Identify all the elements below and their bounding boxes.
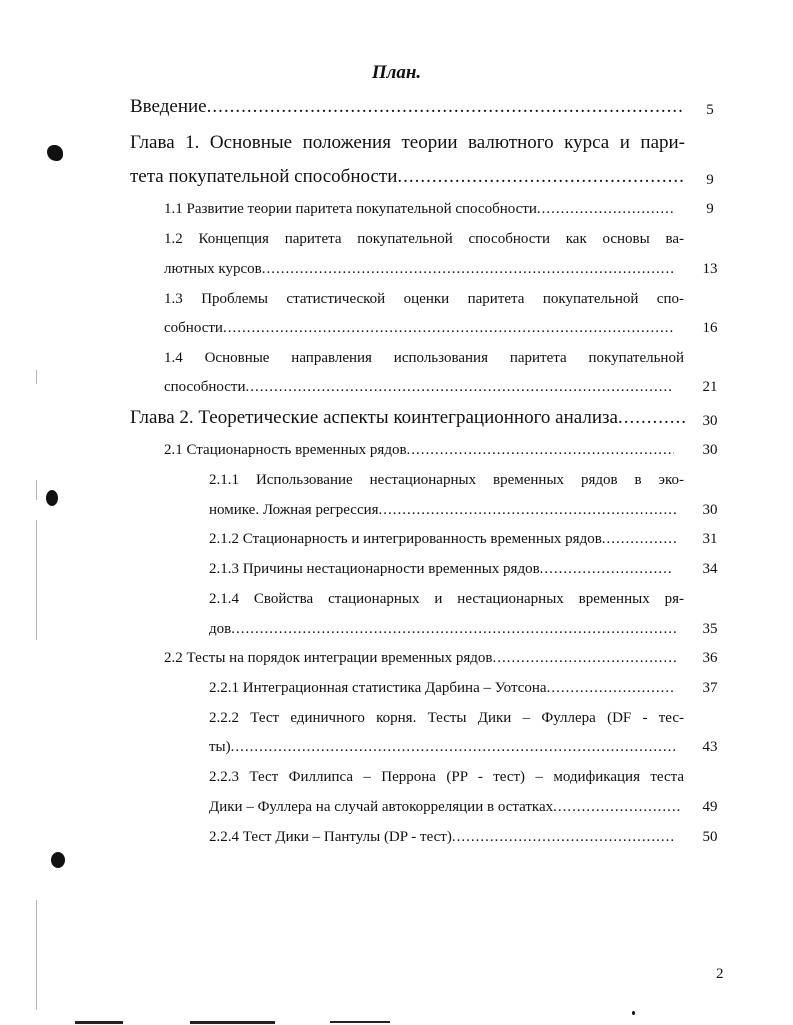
toc-page-number: 5 <box>706 102 714 118</box>
toc-entry-text: Введение <box>130 96 207 117</box>
toc-entry-text-line1: 1.4 Основные направления использования паритета покупательной <box>164 350 684 366</box>
toc-entry-text-line1: 1.2 Концепция паритета покупательной способности как основы ва- <box>164 231 684 247</box>
toc-entry-1-4 <box>164 343 684 373</box>
page-number: 2 <box>716 966 724 982</box>
scan-edge-line <box>36 520 37 640</box>
toc-page-number: 30 <box>702 442 718 458</box>
toc-page-number: 31 <box>702 531 718 547</box>
toc-entry-introduction <box>130 92 685 122</box>
toc-entry-2-2-1 <box>209 673 676 703</box>
toc-page-number: 30 <box>702 413 718 429</box>
toc-page-number: 34 <box>702 561 718 577</box>
toc-page-number: 37 <box>702 680 718 696</box>
toc-page-number: 50 <box>702 829 718 845</box>
toc-entry-2-1-1 <box>209 465 684 495</box>
scan-hole-mark <box>51 852 65 868</box>
toc-entry-text: Дики – Фуллера на случай автокорреляции в остатках <box>209 799 554 815</box>
toc-entry-2-2-3 <box>209 762 684 792</box>
toc-entry-1-4-cont <box>164 372 674 402</box>
toc-entry-2-2-4 <box>209 822 676 852</box>
toc-dot-leader <box>246 372 675 402</box>
scan-bottom-bar <box>190 1021 275 1024</box>
toc-entry-text-line1: 2.1.4 Свойства стационарных и нестационарных временных ря- <box>209 591 684 607</box>
toc-dot-leader <box>379 495 676 525</box>
scan-hole-mark <box>46 490 58 506</box>
toc-entry-text-line1: 1.3 Проблемы статистической оценки паритета покупательной спо- <box>164 291 684 307</box>
toc-entry-text: 2.1.2 Стационарность и интегрированность временных рядов <box>209 531 602 547</box>
scan-dot-mark <box>632 1011 635 1015</box>
toc-entry-chapter-1 <box>130 128 685 158</box>
toc-page-number: 49 <box>702 799 718 815</box>
toc-entry-chapter-2 <box>130 403 686 433</box>
toc-entry-1-3-cont <box>164 313 674 343</box>
toc-entry-text: дов <box>209 621 232 637</box>
scan-hole-mark <box>47 145 63 161</box>
toc-dot-leader <box>397 162 685 192</box>
toc-page-number: 43 <box>702 739 718 755</box>
scan-bottom-bar <box>75 1021 123 1024</box>
toc-entry-text: 2.2.4 Тест Дики – Пантулы (DP - тест) <box>209 829 452 845</box>
toc-entry-2-1-2 <box>209 524 676 554</box>
toc-entry-text: тета покупательной способности <box>130 166 398 187</box>
toc-entry-1-1 <box>164 194 674 224</box>
scan-bottom-bar <box>330 1021 390 1023</box>
toc-page-number: 21 <box>702 379 718 395</box>
toc-dot-leader <box>493 643 677 673</box>
toc-entry-chapter-1-cont <box>130 162 685 192</box>
scan-edge-line <box>36 900 37 1010</box>
toc-entry-text-line1: Глава 1. Основные положения теории валютного курса и пари- <box>130 132 685 153</box>
toc-dot-leader <box>618 403 686 433</box>
toc-entry-text-line1: 2.2.3 Тест Филлипса – Перрона (PP - тест) – модификация теста <box>209 769 684 785</box>
toc-entry-2-2-2-cont <box>209 732 676 762</box>
toc-dot-leader <box>452 822 676 852</box>
toc-page-number: 9 <box>706 201 714 217</box>
toc-page-number: 30 <box>702 502 718 518</box>
toc-dot-leader <box>207 92 685 122</box>
toc-dot-leader <box>231 614 676 644</box>
toc-dot-leader <box>537 194 674 224</box>
toc-dot-leader <box>602 524 676 554</box>
scan-edge-line <box>36 480 37 500</box>
page-title: План. <box>371 62 422 83</box>
toc-entry-2-2-3-cont <box>209 792 681 822</box>
toc-dot-leader <box>407 435 674 465</box>
toc-entry-2-1-3 <box>209 554 671 584</box>
toc-entry-text: 1.1 Развитие теории паритета покупательной способности <box>164 201 537 217</box>
toc-dot-leader <box>540 554 671 584</box>
toc-entry-2-2 <box>164 643 676 673</box>
toc-entry-1-2 <box>164 224 684 254</box>
toc-entry-text: 2.1 Стационарность временных рядов <box>164 442 407 458</box>
toc-entry-text: 2.2 Тесты на порядок интеграции временных рядов <box>164 650 493 666</box>
toc-dot-leader <box>262 254 674 284</box>
toc-entry-text: лютных курсов <box>164 261 262 277</box>
scan-edge-line <box>36 370 37 384</box>
toc-entry-text-line1: 2.1.1 Использование нестационарных временных рядов в эко- <box>209 472 684 488</box>
toc-page-number: 36 <box>702 650 718 666</box>
toc-entry-1-2-cont <box>164 254 674 284</box>
toc-entry-2-1-1-cont <box>209 495 676 525</box>
toc-entry-text: 2.2.1 Интеграционная статистика Дарбина – Уотсона <box>209 680 547 696</box>
toc-entry-2-1-4 <box>209 584 684 614</box>
toc-entry-1-3 <box>164 284 684 314</box>
toc-entry-text: собности <box>164 320 223 336</box>
toc-page-number: 16 <box>702 320 718 336</box>
toc-entry-text: способности <box>164 379 246 395</box>
toc-entry-text: ты) <box>209 739 231 755</box>
toc-entry-2-1-4-cont <box>209 614 676 644</box>
toc-entry-2-1 <box>164 435 674 465</box>
toc-dot-leader <box>223 313 674 343</box>
toc-entry-2-2-2 <box>209 703 684 733</box>
toc-page-number: 13 <box>702 261 718 277</box>
toc-dot-leader <box>547 673 676 703</box>
toc-dot-leader <box>231 732 676 762</box>
toc-page-number: 35 <box>702 621 718 637</box>
toc-entry-text: 2.1.3 Причины нестационарности временных рядов <box>209 561 540 577</box>
toc-entry-text-line1: 2.2.2 Тест единичного корня. Тесты Дики – Фуллера (DF - тес- <box>209 710 684 726</box>
toc-entry-text: Глава 2. Теоретические аспекты коинтеграционного анализа <box>130 407 618 428</box>
toc-entry-text: номике. Ложная регрессия <box>209 502 379 518</box>
toc-page-number: 9 <box>706 172 714 188</box>
toc-dot-leader <box>553 792 681 822</box>
